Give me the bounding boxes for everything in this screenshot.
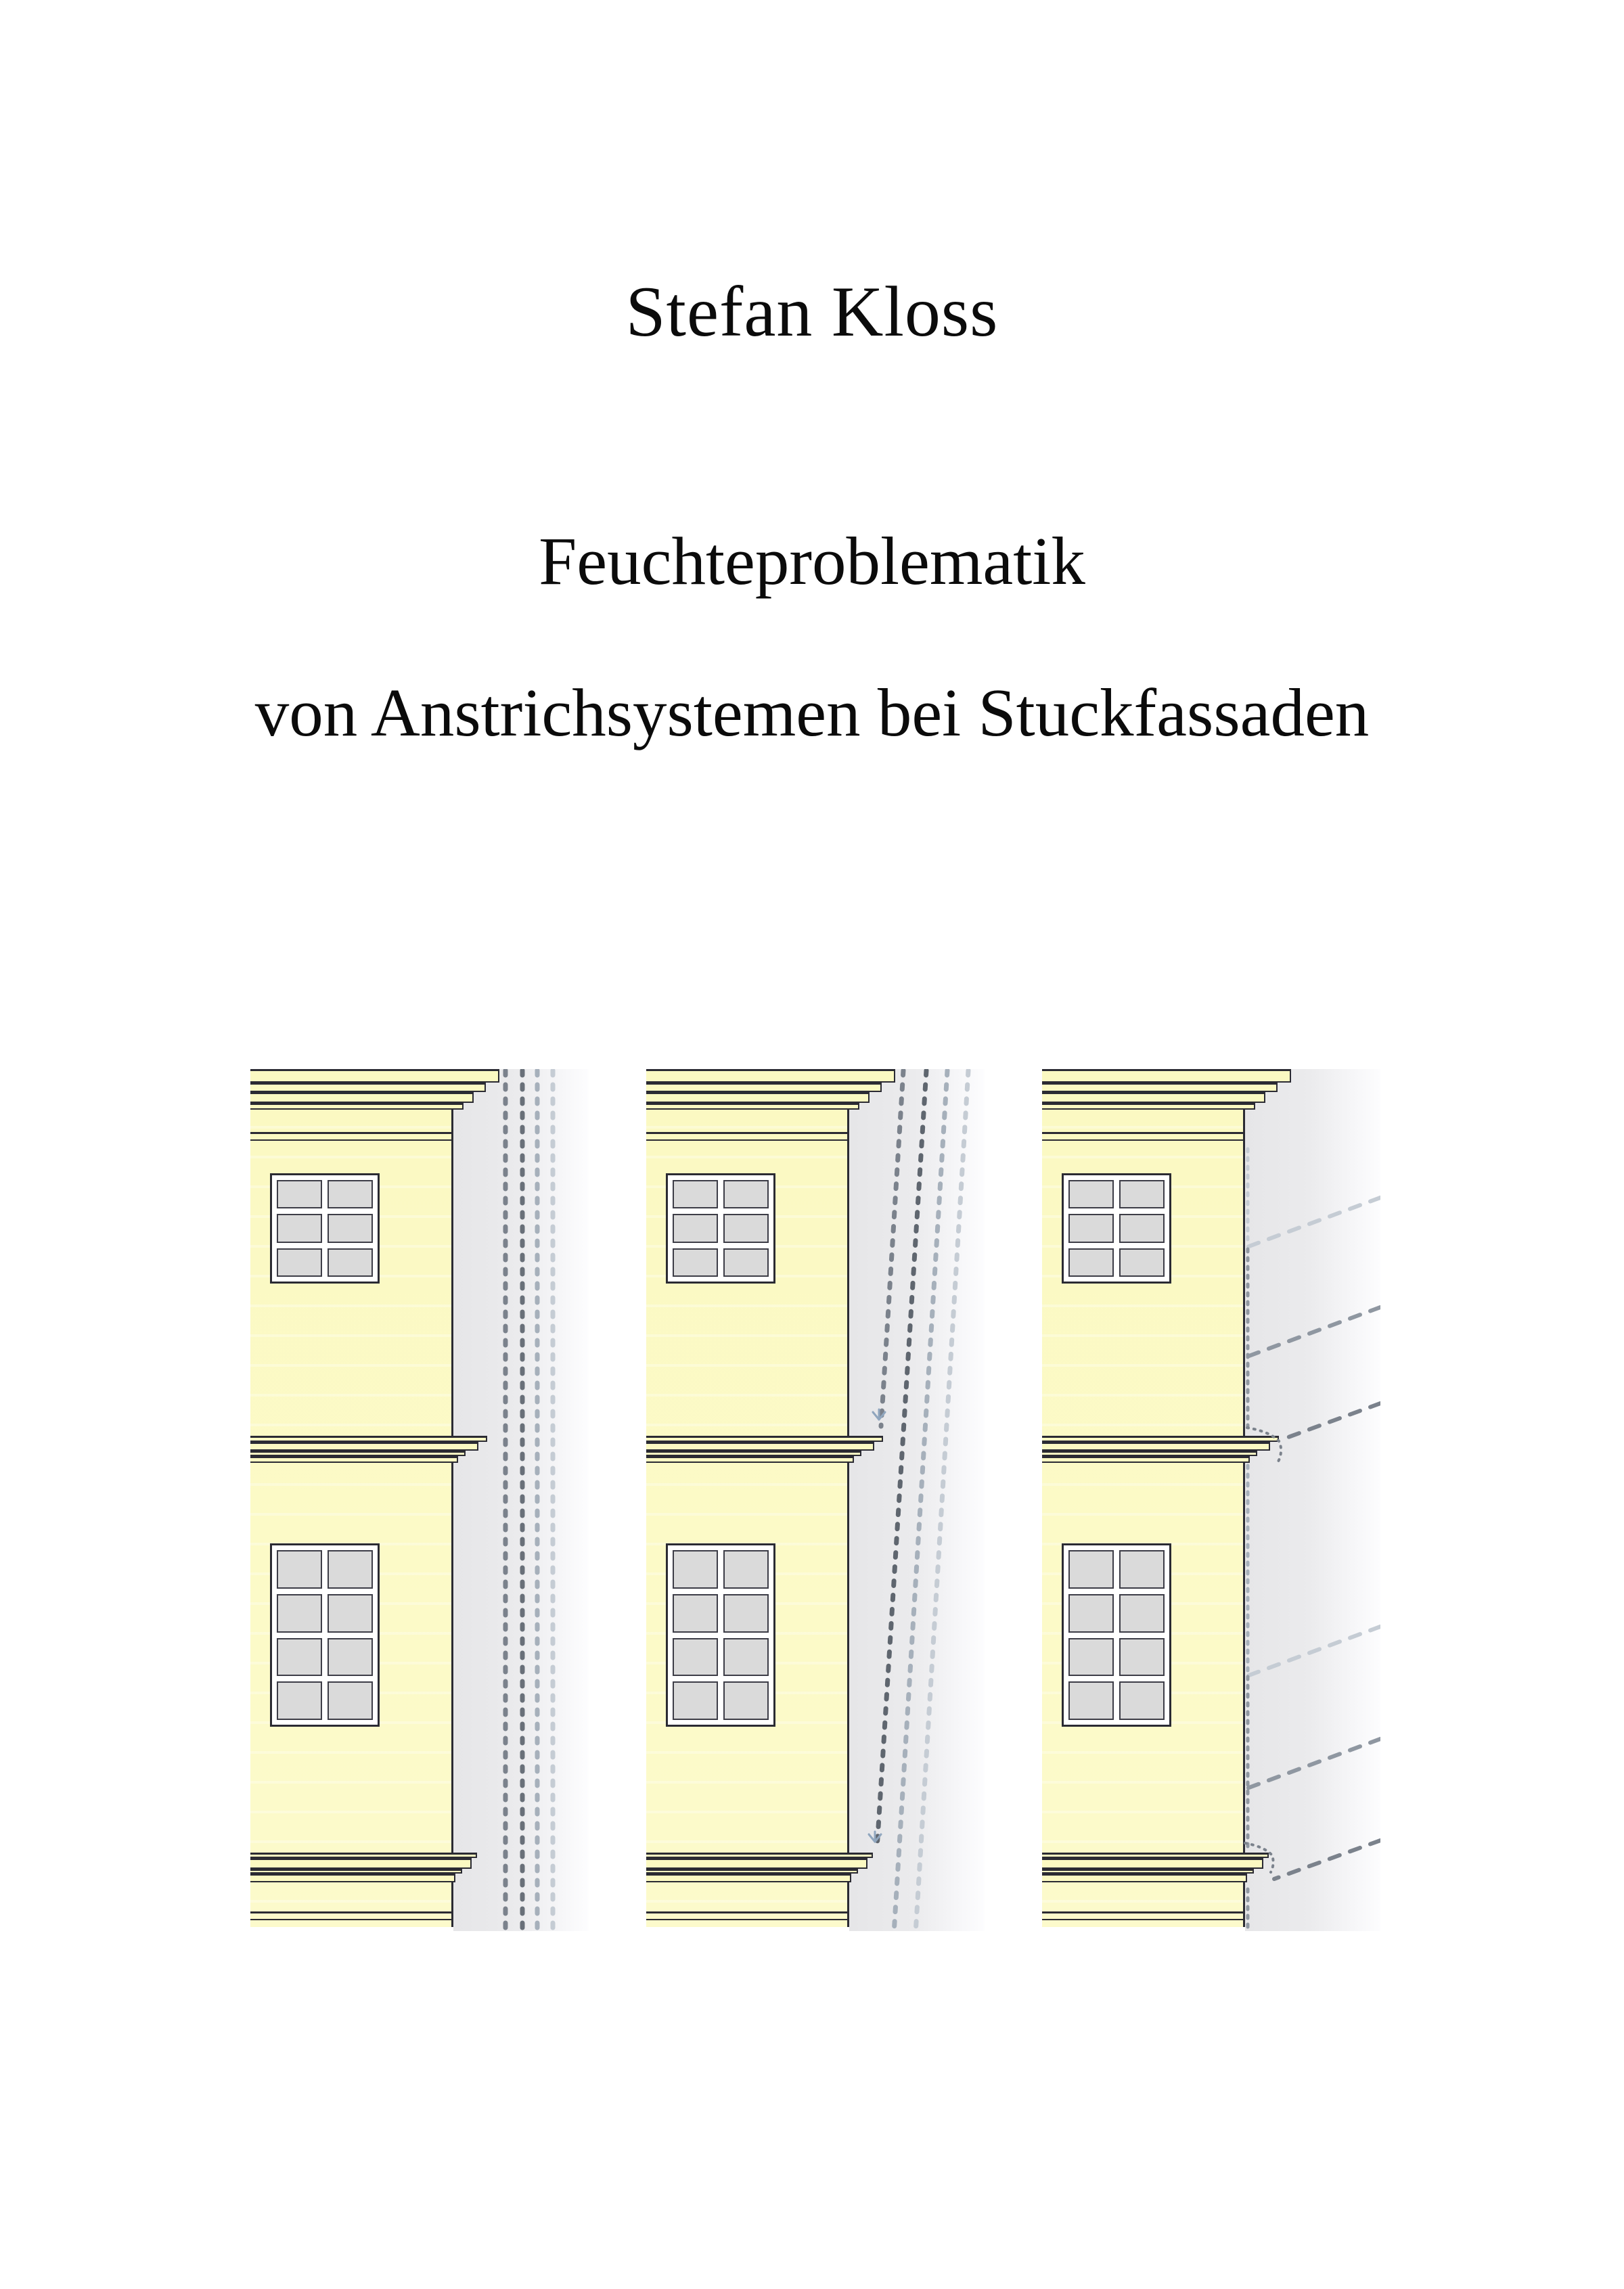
author-name: Stefan Kloss: [625, 272, 999, 351]
deflection-dots: [1245, 1843, 1273, 1872]
rain-line: [916, 1070, 968, 1934]
deflection-dots: [1247, 1428, 1281, 1461]
rain-line: [894, 1070, 947, 1934]
rain-line: [1281, 1403, 1380, 1440]
rain-line: [1247, 1627, 1380, 1676]
rain-line: [1247, 1198, 1380, 1247]
rain-line: [877, 1070, 926, 1849]
book-title-line-1: Feuchteproblematik: [539, 523, 1085, 599]
rain-line: [1247, 1739, 1380, 1788]
facade-panel-3: [1042, 1069, 1380, 1938]
rain-overlay: [1042, 1069, 1380, 1938]
rain-overlay: [646, 1069, 985, 1938]
facade-panel-2: [646, 1069, 985, 1938]
facade-panel-1: [250, 1069, 589, 1938]
book-title-line-2: von Anstrichsystemen bei Stuckfassaden: [254, 675, 1370, 750]
rain-line: [881, 1070, 903, 1426]
facade-rain-figure: [250, 1069, 1380, 1945]
rain-overlay: [250, 1069, 589, 1938]
rain-line: [1274, 1840, 1380, 1879]
rain-line: [1247, 1307, 1380, 1357]
